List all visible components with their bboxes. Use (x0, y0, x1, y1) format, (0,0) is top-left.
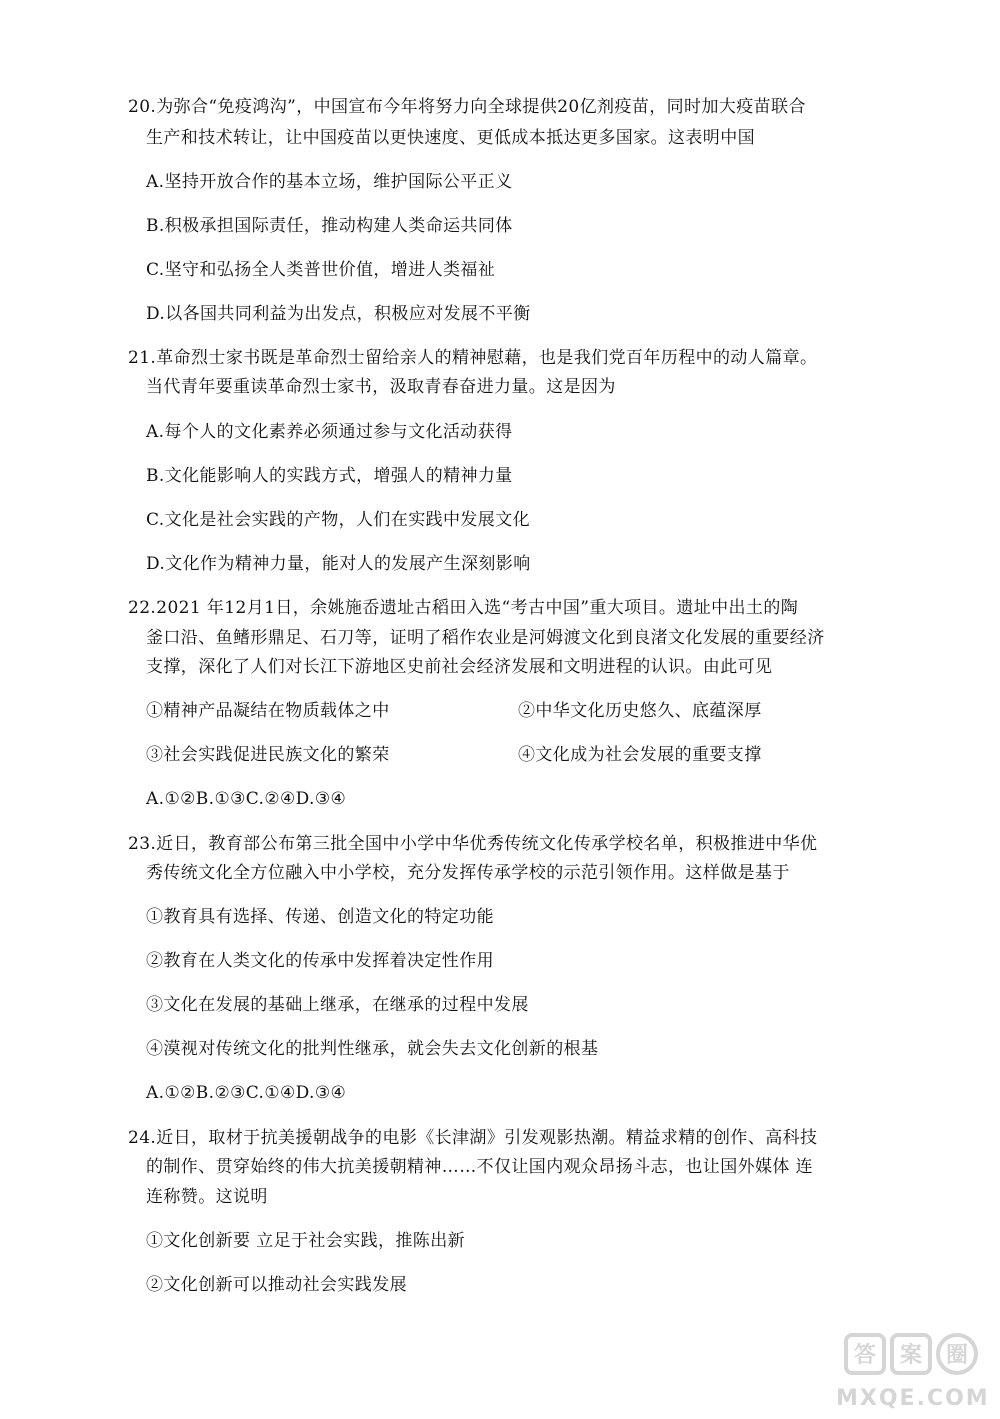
svg-text:答: 答 (853, 1343, 877, 1368)
question-23-line-1: 23.近日，教育部公布第三批全国中小学中华优秀传统文化传承学校名单，积极推进中华优 (128, 834, 818, 854)
question-20-option-a: A.坚持开放合作的基本立场，维护国际公平正义 (146, 172, 513, 192)
question-21-option-b: B.文化能影响人的实践方式，增强人的精神力量 (146, 466, 513, 486)
question-20-option-c: C.坚守和弘扬全人类普世价值，增进人类福祉 (146, 260, 496, 280)
question-21-option-d: D.文化作为精神力量，能对人的发展产生深刻影响 (146, 554, 531, 574)
question-22-answer-choices: A.①②B.①③C.②④D.③④ (146, 789, 347, 809)
question-21-line-1: 21.革命烈士家书既是革命烈士留给亲人的精神慰藉，也是我们党百年历程中的动人篇章。 (128, 348, 818, 368)
question-24-statement-1: ①文化创新要 立足于社会实践，推陈出新 (146, 1231, 466, 1251)
question-20-line-1: 20.为弥合“免疫鸿沟”，中国宣布今年将努力向全球提供20亿剂疫苗，同时加大疫苗联合 (128, 97, 806, 117)
watermark-logo-icon (844, 1329, 978, 1379)
question-23-statement-1: ①教育具有选择、传递、创造文化的特定功能 (146, 907, 494, 927)
question-23-statement-2: ②教育在人类文化的传承中发挥着决定性作用 (146, 951, 494, 971)
question-20-option-b: B.积极承担国际责任，推动构建人类命运共同体 (146, 216, 513, 236)
question-22-statement-2: ②中华文化历史悠久、底蕴深厚 (518, 701, 762, 721)
question-23-line-2: 秀传统文化全方位融入中小学校，充分发挥传承学校的示范引领作用。这样做是基于 (146, 863, 790, 883)
question-22-statement-1: ①精神产品凝结在物质载体之中 (146, 701, 390, 721)
svg-text:案: 案 (899, 1343, 923, 1368)
question-22-line-2: 釜口沿、鱼鳍形鼎足、石刀等，证明了稻作农业是河姆渡文化到良渚文化发展的重要经济 (146, 628, 825, 648)
question-21-option-c: C.文化是社会实践的产物，人们在实践中发展文化 (146, 510, 531, 530)
question-22-line-3: 支撑，深化了人们对长江下游地区史前社会经济发展和文明进程的认识。由此可见 (146, 657, 773, 677)
question-22-statement-4: ④文化成为社会发展的重要支撑 (518, 745, 762, 765)
question-23-answer-choices: A.①②B.②③C.①④D.③④ (146, 1083, 347, 1103)
svg-text:圈: 圈 (945, 1343, 969, 1368)
question-23-statement-3: ③文化在发展的基础上继承，在继承的过程中发展 (146, 995, 529, 1015)
question-21-option-a: A.每个人的文化素养必须通过参与文化活动获得 (146, 422, 513, 442)
question-23-statement-4: ④漠视对传统文化的批判性继承，就会失去文化创新的根基 (146, 1039, 599, 1059)
question-22-line-1: 22.2021 年12月1日，余姚施岙遗址古稻田入选“考古中国”重大项目。遗址中出土的陶 (128, 598, 799, 618)
watermark-site: MXQE.COM (836, 1386, 990, 1411)
question-22-statement-3: ③社会实践促进民族文化的繁荣 (146, 745, 390, 765)
watermark (836, 1329, 990, 1411)
question-20-line-2: 生产和技术转让，让中国疫苗以更快速度、更低成本抵达更多国家。这表明中国 (146, 128, 755, 148)
question-21-line-2: 当代青年要重读革命烈士家书，汲取青春奋进力量。这是因为 (146, 377, 616, 397)
question-24-line-3: 连称赞。这说明 (146, 1187, 268, 1207)
question-20-option-d: D.以各国共同利益为出发点，积极应对发展不平衡 (146, 304, 531, 324)
question-24-line-2: 的制作、贯穿始终的伟大抗美援朝精神……不仅让国内观众昂扬斗志，也让国外媒体 连 (146, 1157, 814, 1177)
question-24-line-1: 24.近日，取材于抗美援朝战争的电影《长津湖》引发观影热潮。精益求精的创作、高科技 (128, 1128, 818, 1148)
question-24-statement-2: ②文化创新可以推动社会实践发展 (146, 1275, 407, 1295)
